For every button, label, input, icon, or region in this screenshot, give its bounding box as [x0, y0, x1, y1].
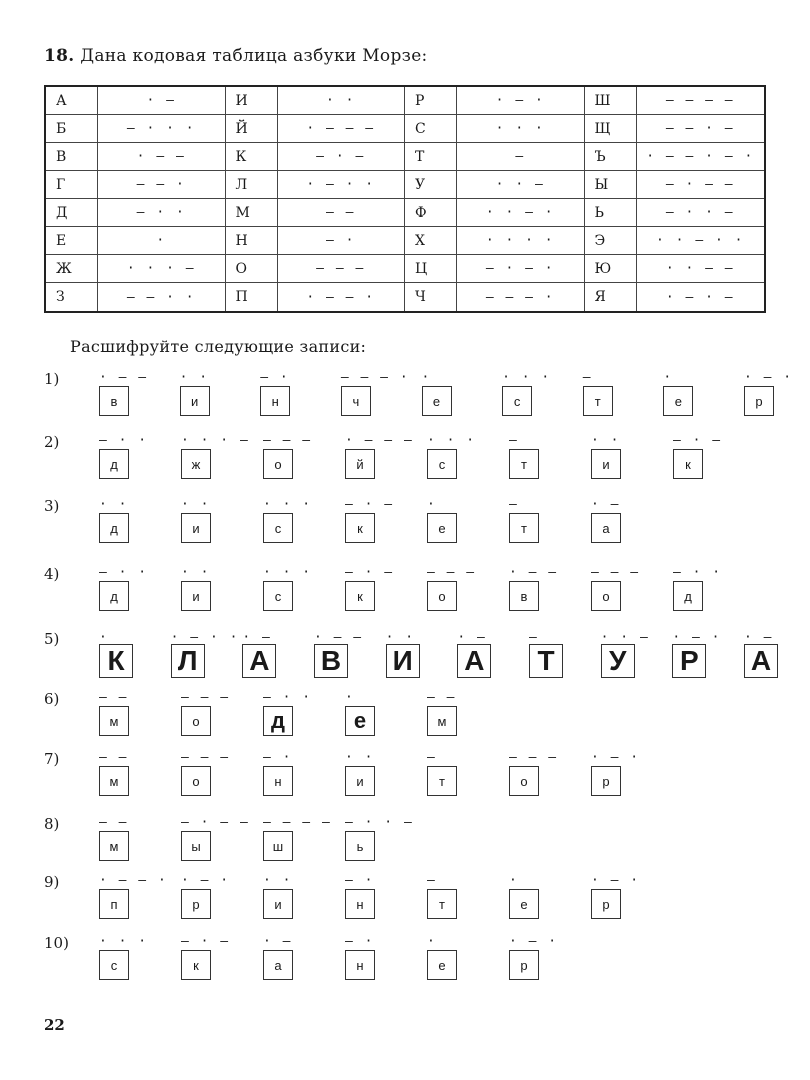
morse-code: · · — ·	[485, 205, 555, 220]
exercise-title	[44, 46, 428, 66]
item-morse-code: ·	[427, 497, 437, 512]
morse-code: — — ·	[136, 177, 186, 192]
exercise-row	[44, 630, 784, 690]
morse-table-cell	[585, 255, 765, 283]
answer-box[interactable]: м	[99, 766, 129, 796]
item-morse-code: · ·	[591, 433, 621, 448]
morse-table-cell	[46, 283, 226, 311]
morse-code: — · — —	[665, 177, 735, 192]
answer-box[interactable]: о	[263, 449, 293, 479]
answer-box[interactable]: д	[99, 581, 129, 611]
answer-box[interactable]: о	[591, 581, 621, 611]
morse-table-cell	[585, 199, 765, 227]
item-morse-code: —	[427, 873, 437, 888]
answer-box[interactable]: д	[673, 581, 703, 611]
item-morse-code: — · —	[345, 497, 395, 512]
exercise-row	[44, 433, 784, 493]
item-morse-code: — · — —	[181, 815, 250, 830]
exercise-row	[44, 497, 784, 557]
answer-box[interactable]: о	[181, 766, 211, 796]
morse-code: · · · —	[126, 261, 196, 276]
item-morse-code: — · ·	[99, 565, 149, 580]
morse-code: · · — —	[665, 261, 735, 276]
answer-box[interactable]: о	[427, 581, 457, 611]
morse-code: · · — · ·	[656, 233, 745, 248]
answer-box[interactable]: с	[502, 386, 532, 416]
item-morse-code: · ·	[263, 873, 293, 888]
item-morse-code: —	[582, 370, 593, 385]
item-morse-code: ·	[427, 934, 437, 949]
item-morse-code: — · —	[345, 565, 395, 580]
item-morse-code: — — — ·	[340, 370, 410, 385]
item-morse-code: · ·	[385, 630, 416, 645]
item-morse-code: · — ·	[591, 873, 641, 888]
item-morse-code: ·	[663, 370, 674, 385]
morse-code: — · · ·	[126, 121, 196, 136]
morse-letter: З	[46, 283, 98, 311]
morse-letter: Р	[405, 87, 457, 114]
morse-table-cell	[405, 143, 585, 171]
item-morse-code: ·	[509, 873, 519, 888]
morse-code: · ·	[326, 93, 356, 108]
morse-table-cell	[405, 171, 585, 199]
exercise-row	[44, 873, 784, 933]
item-morse-code: · — —	[509, 565, 559, 580]
morse-table-cell	[585, 283, 765, 311]
item-morse-code: — · ·	[99, 433, 149, 448]
answer-box[interactable]: в	[509, 581, 539, 611]
morse-letter: Ж	[46, 255, 98, 282]
item-morse-code: — ·	[345, 934, 375, 949]
morse-letter: М	[226, 199, 278, 226]
answer-box[interactable]: т	[509, 513, 539, 543]
answer-box[interactable]: А	[744, 644, 778, 678]
morse-table-cell	[46, 171, 226, 199]
morse-code: — —	[326, 205, 356, 220]
exercise-row-number: 5)	[44, 630, 60, 648]
morse-letter: Т	[405, 143, 457, 170]
morse-code: ·	[156, 233, 167, 248]
answer-box[interactable]: т	[427, 766, 457, 796]
morse-code: — — · ·	[126, 289, 196, 305]
item-morse-code: — · ·	[673, 565, 723, 580]
item-morse-code: — · · —	[345, 815, 414, 830]
morse-table-cell	[405, 87, 585, 115]
morse-letter: Е	[46, 227, 98, 254]
answer-box[interactable]: п	[99, 889, 129, 919]
answer-box[interactable]: с	[263, 581, 293, 611]
morse-letter: Л	[226, 171, 278, 198]
morse-letter: С	[405, 115, 457, 142]
morse-letter: П	[226, 283, 278, 311]
item-morse-code: — — —	[509, 750, 559, 765]
answer-box[interactable]: ы	[181, 831, 211, 861]
exercise-row	[44, 565, 784, 625]
morse-code: · — · ·	[306, 177, 376, 192]
exercise-row-number: 6)	[44, 690, 60, 708]
answer-box[interactable]: В	[314, 644, 348, 678]
morse-code: — — — —	[665, 93, 735, 108]
answer-box[interactable]: и	[181, 513, 211, 543]
answer-box[interactable]: в	[99, 386, 129, 416]
morse-letter: Ц	[405, 255, 457, 282]
answer-box[interactable]: т	[583, 386, 613, 416]
morse-letter: Ш	[585, 87, 637, 114]
exercise-title-text: Дана кодовая таблица азбуки Морзе:	[80, 46, 428, 66]
exercise-row-number: 10)	[44, 934, 69, 952]
answer-box[interactable]: И	[386, 644, 420, 678]
item-morse-code: —	[509, 497, 519, 512]
exercise-number: 18.	[44, 46, 75, 66]
answer-box[interactable]: н	[345, 889, 375, 919]
answer-box[interactable]: и	[591, 449, 621, 479]
morse-code: · · ·	[495, 121, 545, 136]
answer-box[interactable]: Т	[529, 644, 563, 678]
morse-table-cell	[46, 227, 226, 255]
morse-letter: Х	[405, 227, 457, 254]
item-morse-code: — —	[99, 750, 129, 765]
morse-code: · · —	[495, 177, 545, 192]
item-morse-code: — · ·	[263, 690, 313, 705]
morse-letter: Й	[226, 115, 278, 142]
item-morse-code: · — —	[314, 630, 364, 645]
item-morse-code: · —	[591, 497, 621, 512]
morse-letter: Щ	[585, 115, 637, 142]
item-morse-code: —	[427, 750, 437, 765]
morse-letter: Ъ	[585, 143, 637, 170]
answer-box[interactable]: м	[99, 831, 129, 861]
exercise-row	[44, 690, 784, 750]
morse-table-cell	[46, 143, 226, 171]
morse-letter: У	[405, 171, 457, 198]
item-morse-code: — —	[99, 690, 129, 705]
morse-letter: Э	[585, 227, 637, 254]
page-number: 22	[44, 1016, 65, 1034]
item-morse-code: — · —	[673, 433, 723, 448]
morse-table-cell	[226, 87, 406, 115]
exercise-row	[44, 750, 784, 810]
answer-box[interactable]: А	[457, 644, 491, 678]
answer-box[interactable]: н	[345, 950, 375, 980]
answer-box[interactable]: а	[263, 950, 293, 980]
answer-box[interactable]: с	[427, 449, 457, 479]
morse-table-cell	[585, 115, 765, 143]
morse-table-cell	[405, 227, 585, 255]
morse-code-table	[44, 85, 766, 313]
item-morse-code: · · ·	[263, 565, 313, 580]
answer-box[interactable]: и	[180, 386, 210, 416]
answer-box[interactable]: о	[509, 766, 539, 796]
morse-table-cell	[585, 227, 765, 255]
morse-letter: Ы	[585, 171, 637, 198]
item-morse-code: · ·	[181, 497, 211, 512]
answer-box[interactable]: к	[673, 449, 703, 479]
morse-table-cell	[46, 115, 226, 143]
morse-code: · · · ·	[485, 233, 555, 248]
item-morse-code: · · ·	[263, 497, 313, 512]
item-morse-code: — — —	[427, 565, 477, 580]
morse-letter: Ь	[585, 199, 637, 226]
item-morse-code: —	[529, 630, 539, 645]
answer-box[interactable]: и	[263, 889, 293, 919]
morse-table-cell	[585, 87, 765, 115]
answer-box[interactable]: У	[601, 644, 635, 678]
answer-box[interactable]: и	[181, 581, 211, 611]
morse-table-cell	[405, 115, 585, 143]
morse-table-cell	[46, 199, 226, 227]
morse-letter: Я	[585, 283, 637, 311]
answer-box[interactable]: н	[263, 766, 293, 796]
morse-code: · — —	[136, 149, 186, 164]
answer-box[interactable]: ж	[181, 449, 211, 479]
morse-code: — · ·	[136, 205, 186, 220]
item-morse-code: · ·	[181, 565, 211, 580]
answer-box[interactable]: К	[99, 644, 133, 678]
morse-table-cell	[226, 283, 406, 311]
item-morse-code: — ·	[260, 370, 290, 385]
item-morse-code: — ·	[263, 750, 293, 765]
morse-code: — · —	[316, 149, 366, 164]
morse-letter: Ю	[585, 255, 637, 282]
item-morse-code: · · ·	[99, 934, 149, 949]
item-morse-code: · —	[242, 630, 272, 645]
item-morse-code: · — ·	[509, 934, 559, 949]
morse-table-cell	[46, 87, 226, 115]
answer-box[interactable]: е	[663, 386, 693, 416]
item-morse-code: — —	[427, 690, 457, 705]
answer-box[interactable]: е	[427, 950, 457, 980]
morse-code: — — —	[316, 261, 366, 276]
answer-box[interactable]: А	[242, 644, 276, 678]
item-morse-code: · — ·	[591, 750, 641, 765]
answer-box[interactable]: м	[99, 706, 129, 736]
answer-box[interactable]: р	[181, 889, 211, 919]
answer-box[interactable]: ш	[263, 831, 293, 861]
exercise-row-number: 7)	[44, 750, 60, 768]
answer-box[interactable]: м	[427, 706, 457, 736]
item-morse-code: · — — ·	[99, 873, 168, 888]
morse-letter: О	[226, 255, 278, 282]
morse-code: — ·	[326, 233, 356, 248]
answer-box[interactable]: Р	[672, 644, 706, 678]
morse-code: · — — ·	[306, 289, 376, 305]
answer-box[interactable]: Л	[171, 644, 205, 678]
item-morse-code: — — —	[263, 433, 313, 448]
answer-box[interactable]: к	[181, 950, 211, 980]
morse-letter: Н	[226, 227, 278, 254]
answer-box[interactable]: ь	[345, 831, 375, 861]
answer-box[interactable]: с	[99, 950, 129, 980]
morse-code: —	[515, 149, 526, 164]
answer-box[interactable]: р	[591, 766, 621, 796]
item-morse-code: · · —	[600, 630, 650, 645]
morse-letter: В	[46, 143, 98, 170]
item-morse-code: ·	[345, 690, 355, 705]
answer-box[interactable]: е	[427, 513, 457, 543]
morse-table-cell	[405, 283, 585, 311]
answer-box[interactable]: с	[263, 513, 293, 543]
answer-box[interactable]: е	[509, 889, 539, 919]
morse-letter: К	[226, 143, 278, 170]
exercise-row-number: 8)	[44, 815, 60, 833]
exercise-row	[44, 370, 794, 430]
answer-box[interactable]: и	[345, 766, 375, 796]
morse-table-cell	[226, 255, 406, 283]
item-morse-code: — — —	[591, 565, 641, 580]
answer-box[interactable]: н	[260, 386, 290, 416]
morse-code: · — ·	[495, 93, 545, 108]
exercise-row-number: 3)	[44, 497, 60, 515]
morse-letter: Ф	[405, 199, 457, 226]
exercise-row-number: 1)	[44, 370, 60, 388]
morse-letter: Ч	[405, 283, 457, 311]
morse-letter: И	[226, 87, 278, 114]
answer-box[interactable]: д	[99, 449, 129, 479]
morse-table-cell	[226, 227, 406, 255]
exercise-row-number: 2)	[44, 433, 60, 451]
morse-code: · — · —	[665, 289, 735, 305]
answer-box[interactable]: д	[99, 513, 129, 543]
morse-code: — · — ·	[485, 261, 555, 276]
morse-table-cell	[226, 143, 406, 171]
answer-box[interactable]: е	[422, 386, 452, 416]
item-morse-code: · — — —	[345, 433, 414, 448]
morse-table-cell	[405, 199, 585, 227]
answer-box[interactable]: д	[263, 706, 293, 736]
morse-letter: Б	[46, 115, 98, 142]
answer-box[interactable]: о	[181, 706, 211, 736]
item-morse-code: — — — —	[263, 815, 332, 830]
item-morse-code: · ·	[179, 370, 210, 385]
morse-code: — — — ·	[485, 289, 555, 305]
morse-letter: Д	[46, 199, 98, 226]
exercise-row	[44, 815, 784, 875]
item-morse-code: · — —	[99, 370, 149, 385]
answer-box[interactable]: р	[509, 950, 539, 980]
morse-table-cell	[226, 115, 406, 143]
instructions-subtitle: Расшифруйте следующие записи:	[70, 337, 367, 356]
morse-letter: Г	[46, 171, 98, 198]
morse-table-cell	[585, 171, 765, 199]
answer-box[interactable]: ч	[341, 386, 371, 416]
item-morse-code: — ·	[345, 873, 375, 888]
item-morse-code: · ·	[99, 497, 129, 512]
item-morse-code: — —	[99, 815, 129, 830]
morse-code: · — — —	[306, 121, 376, 136]
item-morse-code: — — —	[181, 750, 231, 765]
answer-box[interactable]: т	[427, 889, 457, 919]
item-morse-code: · ·	[345, 750, 375, 765]
answer-box[interactable]: р	[591, 889, 621, 919]
item-morse-code: · —	[457, 630, 487, 645]
answer-box[interactable]: к	[345, 513, 375, 543]
item-morse-code: · — ·	[744, 370, 794, 385]
morse-table-cell	[226, 171, 406, 199]
item-morse-code: · —	[744, 630, 774, 645]
morse-table-cell	[226, 199, 406, 227]
item-morse-code: · · ·	[427, 433, 477, 448]
item-morse-code: · — · ·	[170, 630, 240, 645]
item-morse-code: ·	[421, 370, 432, 385]
morse-code: — · · —	[665, 205, 735, 220]
item-morse-code: · · · —	[181, 433, 250, 448]
morse-code: · —	[146, 93, 176, 108]
answer-box[interactable]: р	[744, 386, 774, 416]
answer-box[interactable]: й	[345, 449, 375, 479]
item-morse-code: —	[509, 433, 519, 448]
answer-box[interactable]: а	[591, 513, 621, 543]
item-morse-code: · · ·	[502, 370, 552, 385]
exercise-row	[44, 934, 784, 994]
morse-letter: А	[46, 87, 98, 114]
answer-box[interactable]: е	[345, 706, 375, 736]
answer-box[interactable]: к	[345, 581, 375, 611]
exercise-row-number: 9)	[44, 873, 60, 891]
morse-code: · — — · — ·	[646, 149, 755, 164]
morse-table-cell	[585, 143, 765, 171]
item-morse-code: ·	[99, 630, 109, 645]
exercise-row-number: 4)	[44, 565, 60, 583]
item-morse-code: · — ·	[672, 630, 722, 645]
morse-table-cell	[405, 255, 585, 283]
item-morse-code: · —	[263, 934, 293, 949]
item-morse-code: — — —	[181, 690, 231, 705]
morse-code: — — · —	[665, 121, 735, 136]
item-morse-code: — · —	[181, 934, 231, 949]
answer-box[interactable]: т	[509, 449, 539, 479]
morse-table-cell	[46, 255, 226, 283]
item-morse-code: · — ·	[181, 873, 231, 888]
